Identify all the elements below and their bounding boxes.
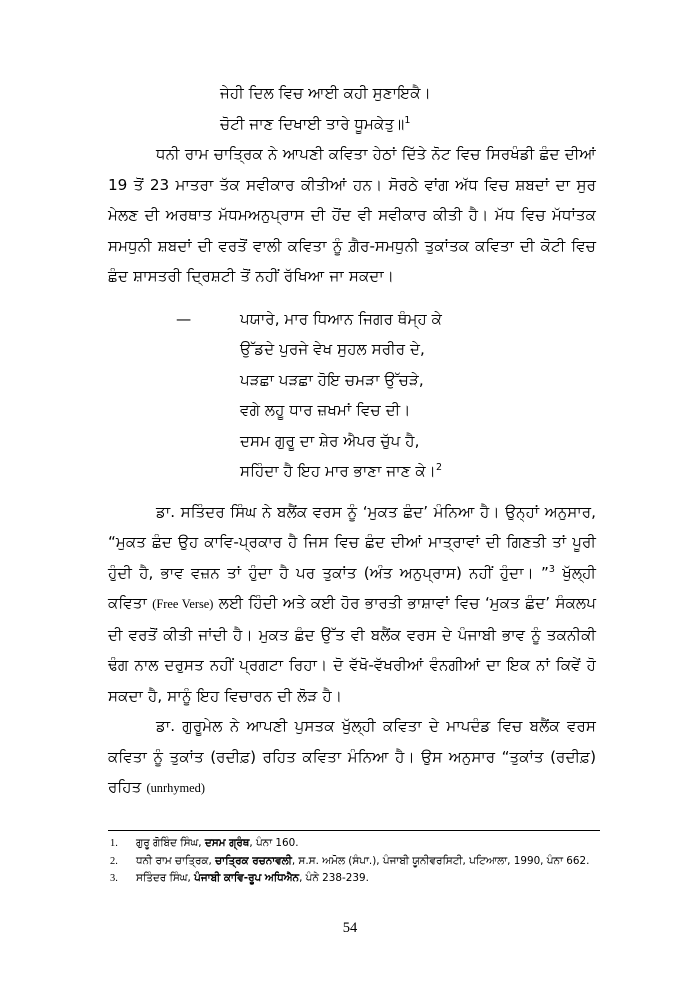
footnote-title: ਪੰਜਾਬੀ ਕਾਵਿ-ਰੂਪ ਅਧਿਐਨ [194,872,300,884]
footnote-number: 2. [110,855,118,867]
poem-line-text: ਸਹਿੰਦਾ ਹੈ ਇਹ ਮਾਰ ਭਾਣਾ ਜਾਣ ਕੇ। [240,462,436,480]
footnote-rest: , ਸ.ਸ. ਅਮੋਲ (ਸੰਪਾ.), ਪੰਜਾਬੀ ਯੂਨੀਵਰਸਿਟੀ, ਪਟਿਆਲਾ, 1990, ਪੰਨਾ 662. [291,854,590,867]
verse-line [108,109,596,140]
footnote-separator-rule [108,830,600,831]
poem-line-text: ਉੱਡਦੇ ਪੁਰਜੇ ਵੇਖ ਸੁਹਲ ਸਰੀਰ ਦੇ, [240,340,425,358]
page-body [108,78,596,804]
poem-line [108,334,596,365]
poem-line [108,456,596,487]
poem-line [108,365,596,396]
footnote-marker-2: 2 [435,461,442,473]
poem-line-text: ਦਸਮ ਗੁਰੂ ਦਾ ਸ਼ੇਰ ਐਪਰ ਚੁੱਪ ਹੈ, [240,431,420,450]
unrhymed-latin: (unrhymed) [146,781,205,795]
footnote-item [108,870,600,888]
poem-line-text: ਪੜਛਾ ਪੜਛਾ ਹੋਇ ਚਮੜਾ ਉੱਚੜੇ, [240,370,424,389]
footnote-marker-3: 3 [548,563,555,575]
poem-dash: — [176,309,192,328]
verse-line-text: ਚੋਟੀ ਜਾਣ ਦਿਖਾਈ ਤਾਰੇ ਧੂਮਕੇਤੁ॥ [220,114,405,133]
page-number: 54 [342,920,358,936]
poem-line [108,395,596,426]
footnote-author: ਧਨੀ ਰਾਮ ਚਾਤ੍ਰਿਕ, [136,854,216,867]
footnote-number: 1. [110,838,118,849]
footnote-number: 3. [110,873,118,884]
footnote-rest: , ਪੰਨਾ 160. [249,837,299,849]
paragraph-2-part-a: ਡਾ. ਸਤਿੰਦਰ ਸਿੰਘ ਨੇ ਬਲੈਂਕ ਵਰਸ ਨੂੰ ‘ਮੁਕਤ ਛੰਦ’ ਮੰਨਿਆ ਹੈ। ਉਨ੍ਹਾਂ ਅਨੁਸਾਰ, “ਮੁਕਤ ਛੰਦ ਉਹ ਕਾਵਿ-ਪ੍ਰਕਾਰ ਹੈ ਜਿਸ ਵਿਚ ਛੰਦ ਦੀਆਂ ਮਾਤ੍ਰਾਵਾਂ ਦੀ ਗਿਣਤੀ ਤਾਂ ਪੂਰੀ ਹੁੰਦੀ ਹੈ, ਭਾਵ ਵਜ਼ਨ ਤਾਂ ਹੁੰਦਾ ਹੈ ਪਰ ਤੁਕਾਂਤ (ਅੰਤ ਅਨੁਪ੍ਰਾਸ) ਨਹੀਂ ਹੁੰਦਾ। ” [108,502,596,582]
paragraph-3 [108,711,596,804]
poem-line-text: ਵਗੇ ਲਹੂ ਧਾਰ ਜ਼ਖਮਾਂ ਵਿਚ ਦੀ। [240,401,411,419]
paragraph-1: ਧਨੀ ਰਾਮ ਚਾਤ੍ਰਿਕ ਨੇ ਆਪਣੀ ਕਵਿਤਾ ਹੇਠਾਂ ਦਿੱਤੇ ਨੋਟ ਵਿਚ ਸਿਰਖੰਡੀ ਛੰਦ ਦੀਆਂ 19 ਤੋਂ 23 ਮਾਤਰਾ ਤੱਕ ਸਵੀਕਾਰ ਕੀਤੀਆਂ ਹਨ। ਸੋਰਠੇ ਵਾਂਗ ਅੱਧ ਵਿਚ ਸ਼ਬਦਾਂ ਦਾ ਸੁਰ ਮੇਲਣ ਦੀ ਅਰਥਾਤ ਮੱਧਮਅਨੁਪ੍ਰਾਸ ਦੀ ਹੋਂਦ ਵੀ ਸਵੀਕਾਰ ਕੀਤੀ ਹੈ। ਮੱਧ ਵਿਚ ਮੱਧਾਂਤਕ ਸਮਧੁਨੀ ਸ਼ਬਦਾਂ ਦੀ ਵਰਤੋਂ ਵਾਲੀ ਕਵਿਤਾ ਨੂੰ ਗ਼ੈਰ-ਸਮਧੁਨੀ ਤੁਕਾਂਤਕ ਕਵਿਤਾ ਦੀ ਕੋਟੀ ਵਿਚ ਛੰਦ ਸ਼ਾਸਤਰੀ ਦ੍ਰਿਸ਼ਟੀ ਤੋਂ ਨਹੀਂ ਰੱਖਿਆ ਜਾ ਸਕਦਾ। [108,145,596,285]
footnotes-section [108,830,600,888]
footnote-title: ਦਸਮ ਗ੍ਰੰਥ [204,837,250,849]
footnote-item [108,835,600,853]
paragraph-2 [108,497,596,712]
poem-block [108,292,596,497]
footnote-marker-1: 1 [404,114,411,126]
poem-line-text: ਪਯਾਰੇ, ਮਾਰ ਧਿਆਨ ਜਿਗਰ ਥੰਮ੍ਹ ਕੇ [240,309,442,328]
verse-line: ਜੇਹੀ ਦਿਲ ਵਿਚ ਆਈ ਕਹੀ ਸੁਣਾਇਕੈ। [220,84,431,102]
footnote-rest: , ਪੰਨੇ 238-239. [299,872,369,884]
poem-line [108,426,596,457]
footnote-title: ਚਾਤ੍ਰਿਕ ਰਚਨਾਵਲੀ [215,854,292,867]
paragraph-3-text: ਡਾ. ਗੁਰੂਮੇਲ ਨੇ ਆਪਣੀ ਪੁਸਤਕ ਖੁੱਲ੍ਹੀ ਕਵਿਤਾ ਦੇ ਮਾਪਦੰਡ ਵਿਚ ਬਲੈਂਕ ਵਰਸ ਕਵਿਤਾ ਨੂੰ ਤੁਕਾਂਤ (ਰਦੀਫ਼) ਰਹਿਤ ਕਵਿਤਾ ਮੰਨਿਆ ਹੈ। ਉਸ ਅਨੁਸਾਰ “ਤੁਕਾਂਤ (ਰਦੀਫ਼) ਰਹਿਤ [108,717,596,796]
footnote-item [108,853,600,871]
paragraph-2-part-b-pre: ਖੁੱਲ੍ਹੀ ਕਵਿਤਾ [108,563,596,612]
footnote-author: ਸਤਿੰਦਰ ਸਿੰਘ, [136,872,195,884]
poem-line [108,304,596,335]
verse-quote-top [108,78,596,139]
paragraph-2-part-b-post: ਲਈ ਹਿੰਦੀ ਅਤੇ ਕਈ ਹੋਰ ਭਾਰਤੀ ਭਾਸ਼ਾਵਾਂ ਵਿਚ ‘ਮੁਕਤ ਛੰਦ’ ਸੰਕਲਪ ਦੀ ਵਰਤੋਂ ਕੀਤੀ ਜਾਂਦੀ ਹੈ। ਮੁਕਤ ਛੰਦ ਉੱਤ ਵੀ ਬਲੈਂਕ ਵਰਸ ਦੇ ਪੰਜਾਬੀ ਭਾਵ ਨੂੰ ਤਕਨੀਕੀ ਢੰਗ ਨਾਲ ਦਰੁਸਤ ਨਹੀਂ ਪ੍ਰਗਟਾ ਰਿਹਾ। ਦੋ ਵੱਖੋ-ਵੱਖਰੀਆਂ ਵੰਨਗੀਆਂ ਦਾ ਇਕ ਨਾਂ ਕਿਵੇਂ ਹੋ ਸਕਦਾ ਹੈ, ਸਾਨੂੰ ਇਹ ਵਿਚਾਰਨ ਦੀ ਲੋੜ ਹੈ। [108,594,596,705]
footnote-author: ਗੁਰੂ ਗੋਬਿੰਦ ਸਿੰਘ, [136,837,205,849]
free-verse-latin: (Free Verse) [152,597,214,611]
